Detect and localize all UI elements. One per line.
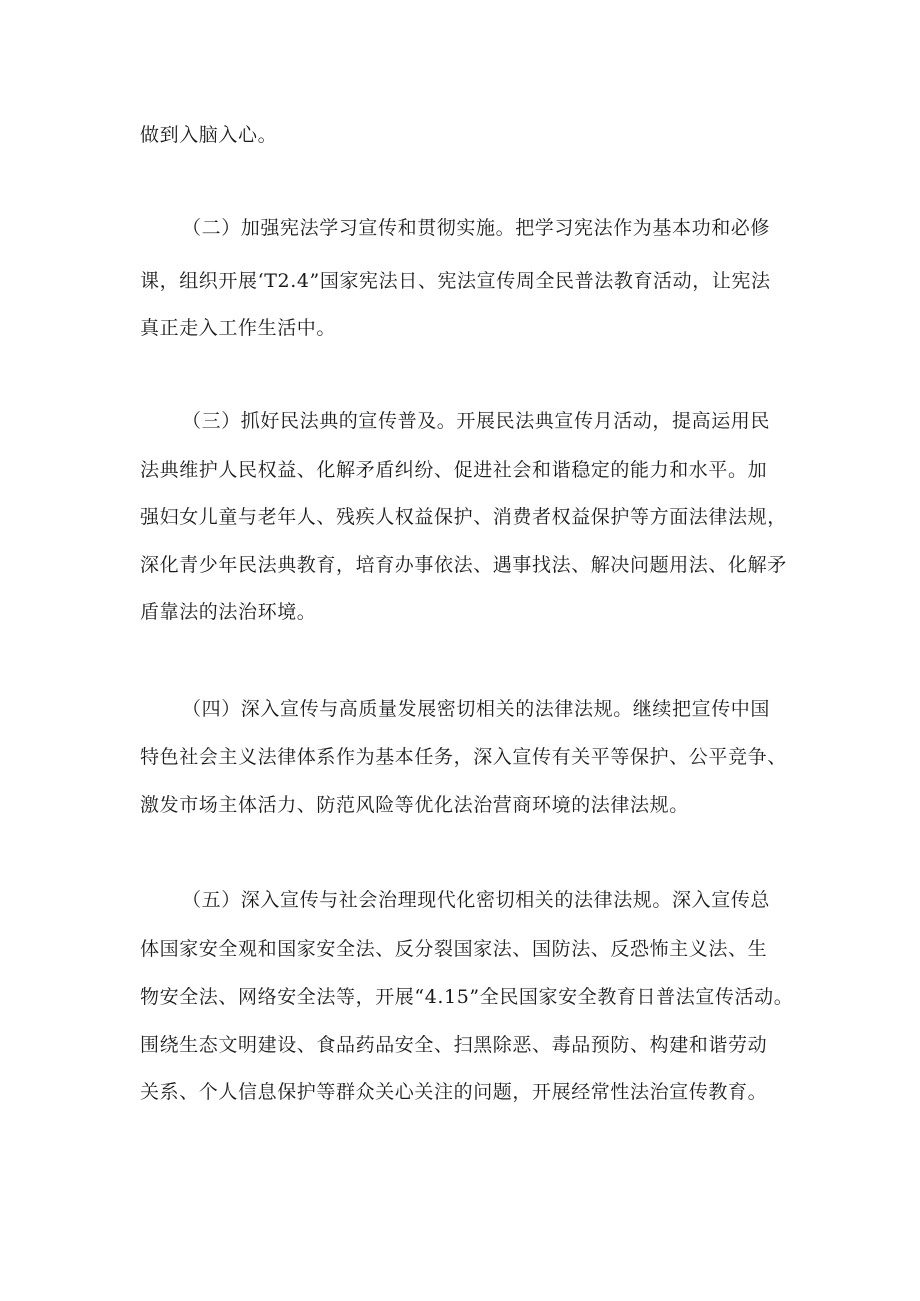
paragraph-4-line-2: 特色社会主义法律体系作为基本任务，深入宣传有关平等保护、公平竞争、 (140, 746, 787, 768)
paragraph-5-line-5: 关系、个人信息保护等群众关心关注的问题，开展经常性法治宣传教育。 (140, 1081, 768, 1103)
paragraph-3-line-4: 深化青少年民法典教育，培育办事依法、遇事找法、解决问题用法、化解矛 (140, 554, 787, 576)
paragraph-3-line-3: 强妇女儿童与老年人、残疾人权益保护、消费者权益保护等方面法律法规， (140, 506, 787, 528)
paragraph-5-line-2: 体国家安全观和国家安全法、反分裂国家法、国防法、反恐怖主义法、生 (140, 938, 768, 960)
paragraph-3-line-5: 盾靠法的法治环境。 (140, 601, 317, 623)
paragraph-3-line-2: 法典维护人民权益、化解矛盾纠纷、促进社会和谐稳定的能力和水平。加 (140, 459, 768, 481)
paragraph-2-line-1: （二）加强宪法学习宣传和贯彻实施。把学习宪法作为基本功和必修 (182, 217, 771, 239)
paragraph-5-line-4: 围绕生态文明建设、食品药品安全、扫黑除恶、毒品预防、构建和谐劳动 (140, 1034, 768, 1056)
paragraph-2-line-3: 真正走入工作生活中。 (140, 317, 337, 339)
paragraph-4-line-3: 激发市场主体活力、防范风险等优化法治营商环境的法律法规。 (140, 794, 689, 816)
paragraph-3-line-1: （三）抓好民法典的宣传普及。开展民法典宣传月活动，提高运用民 (182, 410, 771, 432)
paragraph-2-line-2: 课，组织开展‘T2.4”国家宪法日、宪法宣传周全民普法教育活动，让宪法 (140, 270, 771, 292)
paragraph-4-line-1: （四）深入宣传与高质量发展密切相关的法律法规。继续把宣传中国 (182, 698, 771, 720)
paragraph-5-line-1: （五）深入宣传与社会治理现代化密切相关的法律法规。深入宣传总 (182, 889, 771, 911)
paragraph-5-line-3: 物安全法、网络安全法等，开展“4.15”全民国家安全教育日普法宣传活动。 (140, 986, 794, 1008)
paragraph-continuation-line: 做到入脑入心。 (140, 124, 278, 146)
